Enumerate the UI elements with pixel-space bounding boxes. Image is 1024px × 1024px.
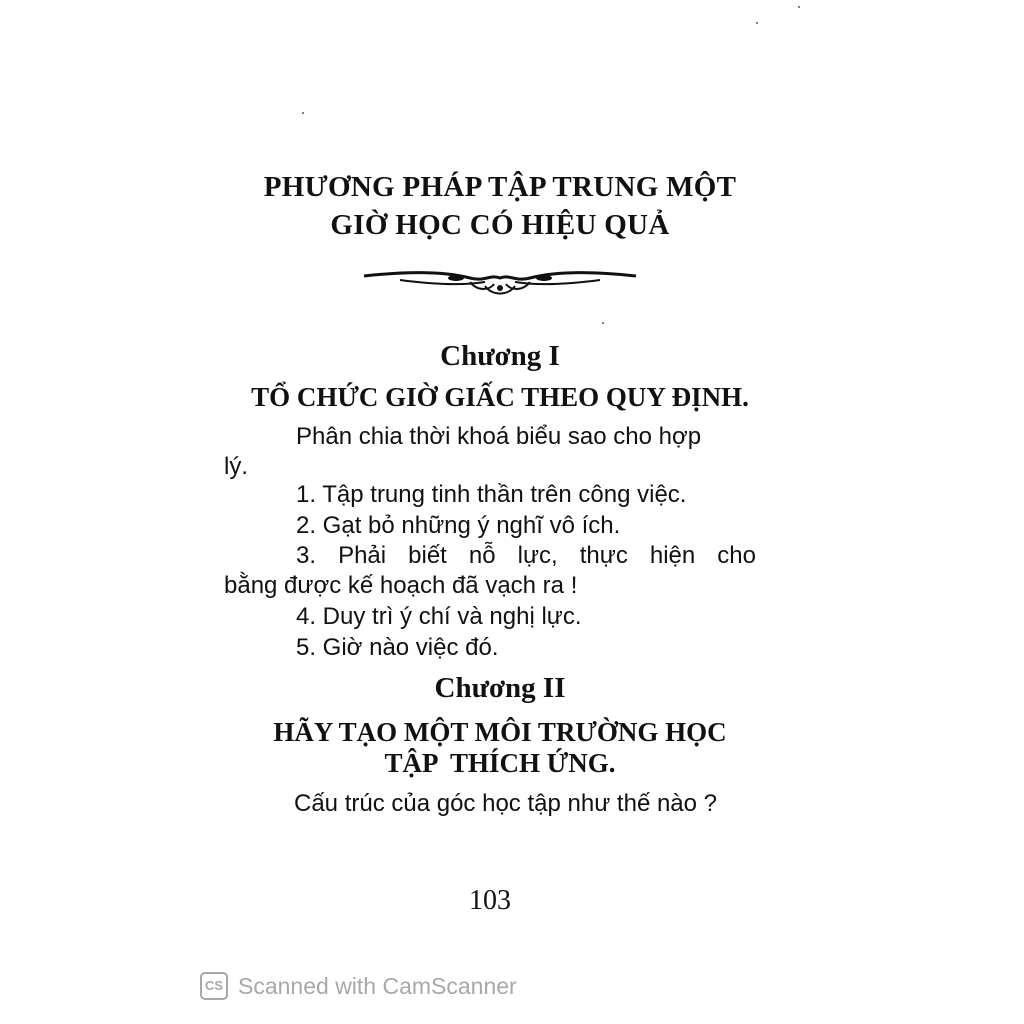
chapter-1-intro-line-1: Phân chia thời khoá biểu sao cho hợp xyxy=(296,423,702,450)
list-item-2: 2. Gạt bỏ những ý nghĩ vô ích. xyxy=(296,512,621,539)
camscanner-logo-icon: CS xyxy=(200,972,228,1000)
chapter-2-heading-line-1: HÃY TẠO MỘT MÔI TRƯỜNG HỌC xyxy=(273,717,727,747)
list-item-3-continued: bằng được kế hoạch đã vạch ra ! xyxy=(224,572,578,599)
scan-speck xyxy=(756,22,758,24)
chapter-1-label: Chương I xyxy=(440,340,560,372)
chapter-1-intro-line-2: lý. xyxy=(224,453,248,480)
camscanner-watermark xyxy=(200,968,517,1004)
chapter-2-text: Cấu trúc của góc học tập như thế nào ? xyxy=(294,790,718,817)
chapter-2-label: Chương II xyxy=(434,672,566,704)
chapter-2-heading-line-2: TẬP THÍCH ỨNG. xyxy=(384,748,616,778)
book-title-line-2: GIỜ HỌC CÓ HIỆU QUẢ xyxy=(330,209,670,241)
scan-speck xyxy=(798,6,800,8)
list-item-1: 1. Tập trung tinh thần trên công việc. xyxy=(296,481,687,508)
book-title-line-1: PHƯƠNG PHÁP TẬP TRUNG MỘT xyxy=(263,171,737,203)
scan-speck xyxy=(602,322,604,324)
page-number: 103 xyxy=(469,885,511,916)
ornament-divider-icon xyxy=(360,264,640,300)
chapter-1-heading: TỔ CHỨC GIỜ GIẤC THEO QUY ĐỊNH. xyxy=(251,382,749,412)
list-item-4: 4. Duy trì ý chí và nghị lực. xyxy=(296,603,582,630)
list-item-3: 3. Phải biết nỗ lực, thực hiện cho xyxy=(296,542,756,569)
watermark-text: Scanned with CamScanner xyxy=(238,972,517,999)
list-item-5: 5. Giờ nào việc đó. xyxy=(296,634,499,661)
scan-speck xyxy=(302,112,304,114)
